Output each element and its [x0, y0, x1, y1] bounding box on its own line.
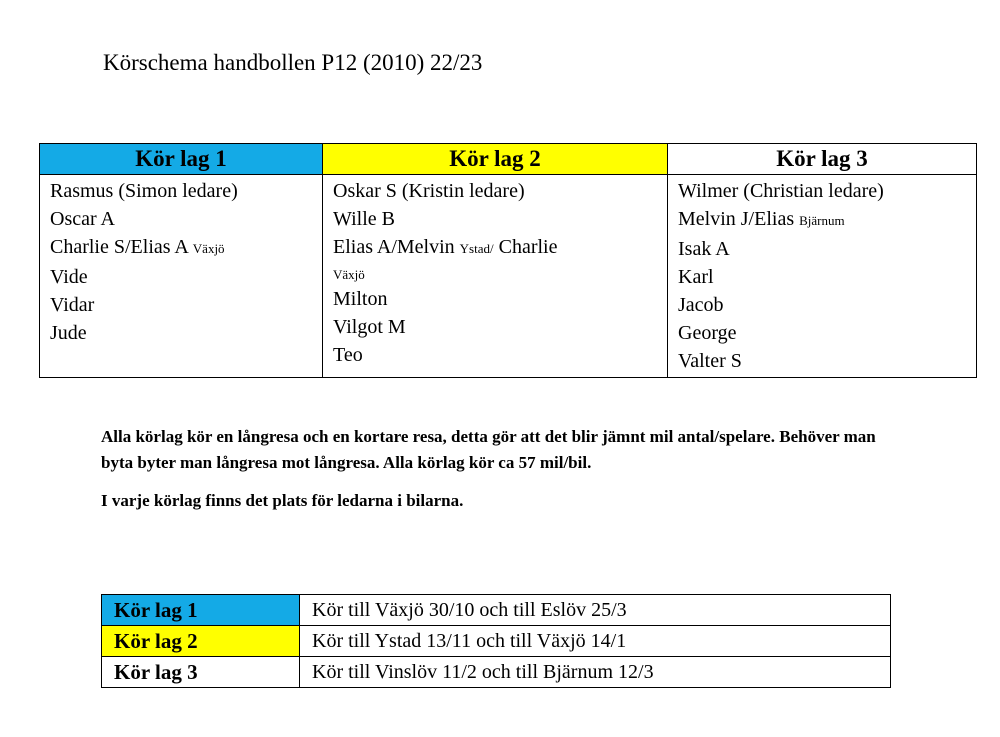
destination-note: Ystad/ — [459, 241, 494, 256]
notes-paragraph: I varje körlag finns det plats för ledarna i bilarna. — [101, 491, 464, 510]
team3-member — [678, 205, 976, 235]
route-team-cell: Kör lag 3 — [102, 657, 300, 688]
team3-header: Kör lag 3 — [668, 144, 977, 175]
document-title: Körschema handbollen P12 (2010) 22/23 — [103, 50, 483, 75]
teams-members-row — [40, 175, 977, 378]
destination-note: Växjö — [192, 241, 225, 256]
team3-member: Wilmer (Christian ledare) — [678, 180, 884, 202]
team2-member: Wille B — [333, 208, 395, 230]
routes-table — [101, 594, 891, 688]
team2-member: Teo — [333, 344, 363, 366]
route-cell: Kör till Ystad 13/11 och till Växjö 14/1 — [300, 626, 891, 657]
team3-member: George — [678, 322, 737, 344]
route-cell: Kör till Vinslöv 11/2 och till Bjärnum 12/3 — [300, 657, 891, 688]
member-name: Charlie S/Elias A — [50, 236, 193, 258]
team1-header: Kör lag 1 — [40, 144, 323, 175]
team2-header: Kör lag 2 — [323, 144, 668, 175]
team2-member: Vilgot M — [333, 316, 406, 338]
team2-members — [323, 175, 668, 378]
team3-member: Valter S — [678, 350, 742, 372]
member-name: Charlie — [493, 236, 558, 258]
teams-header-row — [40, 144, 977, 175]
team3-member: Karl — [678, 266, 714, 288]
team3-member: Isak A — [678, 238, 730, 260]
routes-row — [102, 657, 891, 688]
member-name: Melvin J/Elias — [678, 208, 800, 230]
destination-note: Bjärnum — [799, 213, 845, 228]
route-team-cell: Kör lag 1 — [102, 595, 300, 626]
team1-member: Oscar A — [50, 208, 115, 230]
notes-paragraph: Alla körlag kör en långresa och en kortare resa, detta gör att det blir jämnt mil antal/spelare. Behöver man byta byter man långresa mot långresa. Alla körlag kör ca 57 mil/bil. — [101, 427, 876, 472]
team1-member: Jude — [50, 322, 87, 344]
teams-table — [39, 143, 977, 378]
team2-member-note — [333, 263, 667, 285]
team2-member: Oskar S (Kristin ledare) — [333, 180, 525, 202]
team1-member — [50, 233, 322, 263]
team1-member: Rasmus (Simon ledare) — [50, 180, 238, 202]
destination-note: Växjö — [333, 267, 365, 282]
notes-section — [101, 424, 901, 514]
routes-row — [102, 595, 891, 626]
route-team-cell: Kör lag 2 — [102, 626, 300, 657]
team3-member: Jacob — [678, 294, 724, 316]
team2-member — [333, 233, 667, 263]
team1-member: Vidar — [50, 294, 95, 316]
routes-row — [102, 626, 891, 657]
team1-members — [40, 175, 323, 378]
team3-members — [668, 175, 977, 378]
team1-member: Vide — [50, 266, 88, 288]
member-name: Elias A/Melvin — [333, 236, 460, 258]
route-cell: Kör till Växjö 30/10 och till Eslöv 25/3 — [300, 595, 891, 626]
team2-member: Milton — [333, 288, 388, 310]
